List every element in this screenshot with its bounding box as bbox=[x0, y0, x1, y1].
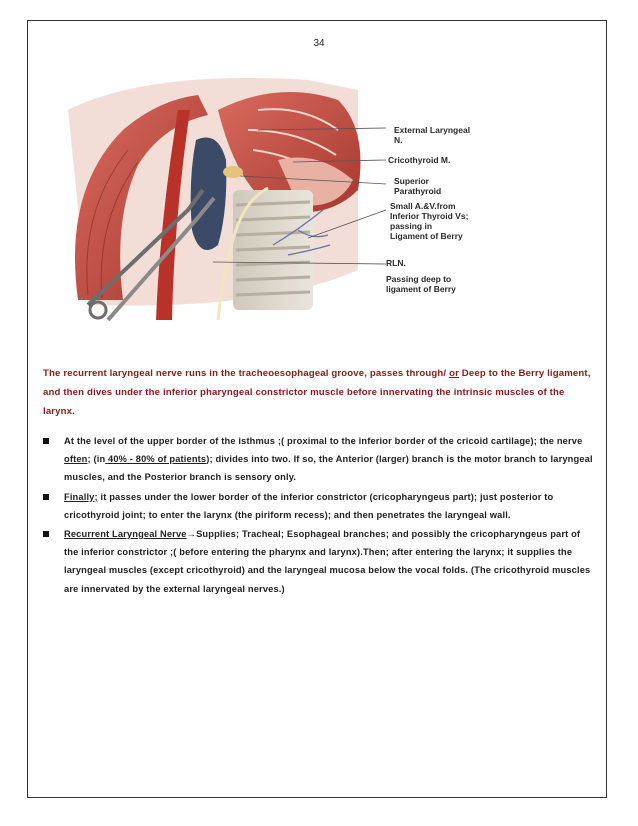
label-line: Ligament of Berry bbox=[390, 231, 463, 241]
bullet-underlined-text: Recurrent Laryngeal Nerve bbox=[64, 529, 187, 540]
label-line: RLN. bbox=[386, 258, 406, 268]
label-passing-deep bbox=[386, 274, 456, 294]
label-rln bbox=[386, 258, 406, 268]
list-item bbox=[43, 488, 595, 524]
label-line: Small A.&V.from bbox=[390, 201, 456, 211]
label-line: Cricothyroid M. bbox=[388, 155, 451, 165]
intro-paragraph bbox=[43, 364, 595, 421]
bullet-text: it passes under the lower border of the inferior constrictor (cricopharyngeus part); just posterior to cricothyroid joint; to enter the larynx (the piriform recess); and then penetrates the laryngeal wall. bbox=[64, 491, 554, 520]
bullet-text: ; (in bbox=[87, 454, 106, 465]
label-line: Parathyroid bbox=[394, 186, 442, 196]
intro-text: The recurrent laryngeal nerve runs in the tracheoesophageal groove, passes through/ bbox=[43, 368, 450, 379]
label-line: Passing deep to bbox=[386, 274, 452, 284]
square-bullet-icon bbox=[43, 438, 49, 444]
bullet-text: Supplies; Tracheal; Esophageal branches; and possibly the cricopharyngeus part of the inferior constrictor ;( before entering the pharynx and larynx).Then; after entering the larynx; it supplies the laryngeal muscles (except cricothyroid) and the laryngeal mucosa below the vocal folds. (The cricothyroid muscles are innervated by the external laryngeal nerves.) bbox=[64, 529, 591, 594]
label-small-av bbox=[390, 201, 468, 241]
label-line: Inferior Thyroid Vs; bbox=[390, 211, 469, 221]
intro-text: Deep to the Berry ligament, and then dives under the inferior pharyngeal constrictor muscle before innervating the intrinsic muscles of the larynx. bbox=[43, 368, 591, 417]
bullet-text: ); divides into two. If so, the Anterior (larger) branch is the motor branch to laryngeal muscles, and the Posterior branch is sensory only. bbox=[64, 454, 593, 483]
label-line: N. bbox=[394, 135, 403, 145]
intro-underlined-or: or bbox=[449, 368, 459, 379]
list-item bbox=[43, 432, 595, 487]
arrow-icon: → bbox=[186, 529, 197, 540]
bullet-list bbox=[43, 432, 595, 599]
page-number: 34 bbox=[313, 38, 325, 49]
bullet-underlined-text: often bbox=[64, 454, 88, 465]
label-line: External Laryngeal bbox=[394, 125, 471, 135]
list-item bbox=[43, 525, 595, 598]
bullet-underlined-text: 40% - 80% of patients bbox=[105, 454, 207, 465]
anatomy-figure bbox=[68, 70, 516, 322]
bullet-underlined-text: Finally; bbox=[64, 491, 98, 502]
label-line: passing in bbox=[390, 221, 433, 231]
label-cricothyroid bbox=[388, 155, 450, 165]
label-line: ligament of Berry bbox=[386, 284, 456, 294]
bullet-text: At the level of the upper border of the isthmus ;( proximal to the inferior border of the cricoid cartilage); the nerve bbox=[64, 436, 583, 446]
label-superior-parathyroid bbox=[394, 176, 441, 196]
label-line: Superior bbox=[394, 176, 429, 186]
square-bullet-icon bbox=[43, 494, 49, 500]
label-external-laryngeal bbox=[394, 125, 470, 145]
square-bullet-icon bbox=[43, 531, 49, 537]
